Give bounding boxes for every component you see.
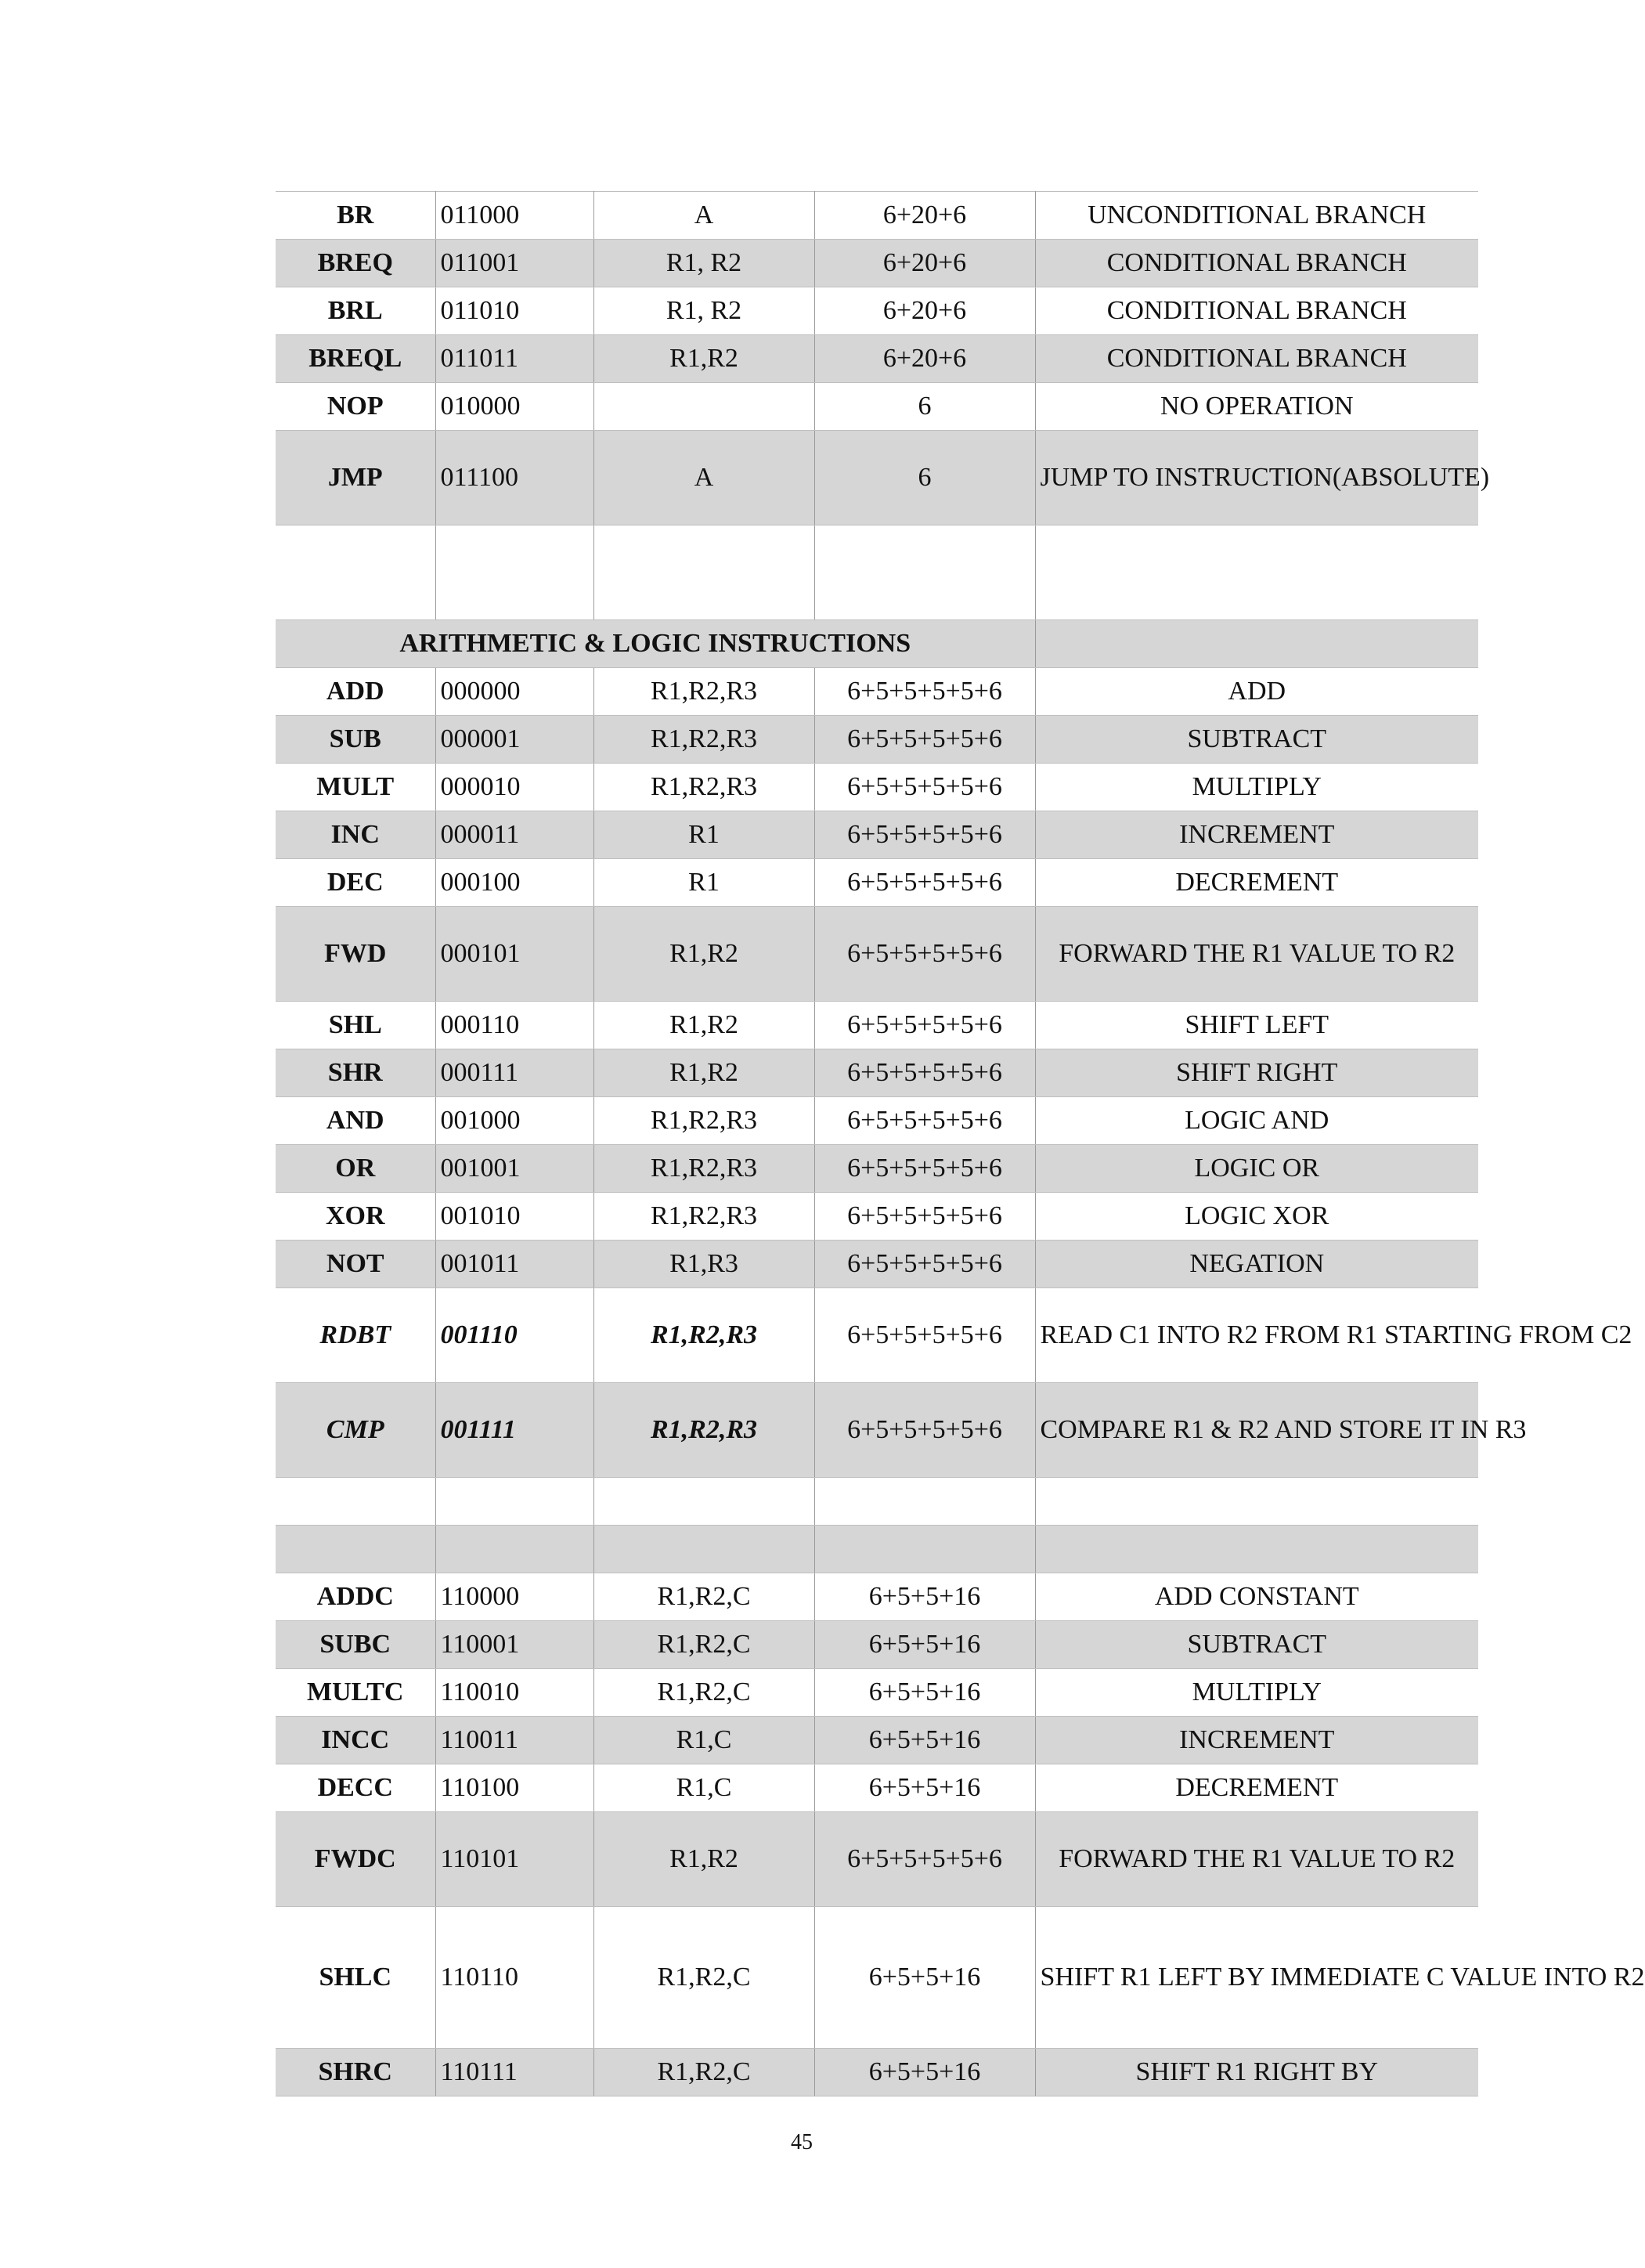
- empty-row: [276, 525, 1478, 620]
- args-cell: R1,R2: [593, 1002, 814, 1049]
- args-cell: R1,C: [593, 1764, 814, 1812]
- format-cell: 6: [814, 383, 1035, 431]
- format-cell: 6+5+5+16: [814, 2049, 1035, 2096]
- format-cell: 6+5+5+16: [814, 1621, 1035, 1669]
- description-cell: NO OPERATION: [1035, 383, 1478, 431]
- table-row: [276, 431, 1478, 525]
- empty-cell: [276, 1526, 435, 1573]
- opcode-cell: 000111: [435, 1049, 593, 1097]
- args-cell: R1: [593, 811, 814, 859]
- table-row: [276, 1288, 1478, 1383]
- mnemonic-cell: SUBC: [276, 1621, 435, 1669]
- args-cell: R1,R2: [593, 907, 814, 1002]
- opcode-cell: 001011: [435, 1241, 593, 1288]
- mnemonic-cell: DEC: [276, 859, 435, 907]
- opcode-cell: 011000: [435, 192, 593, 240]
- format-cell: 6+20+6: [814, 335, 1035, 383]
- format-cell: 6+5+5+5+5+6: [814, 716, 1035, 764]
- empty-cell: [814, 525, 1035, 620]
- empty-cell: [814, 1526, 1035, 1573]
- mnemonic-cell: ADDC: [276, 1573, 435, 1621]
- table-row: [276, 1241, 1478, 1288]
- table-row: [276, 1717, 1478, 1764]
- format-cell: 6+5+5+16: [814, 1573, 1035, 1621]
- table-row: [276, 859, 1478, 907]
- empty-cell: [435, 1478, 593, 1526]
- args-cell: R1,R2: [593, 335, 814, 383]
- opcode-cell: 001110: [435, 1288, 593, 1383]
- table-row: [276, 811, 1478, 859]
- description-cell: READ C1 INTO R2 FROM R1 STARTING FROM C2: [1035, 1288, 1478, 1383]
- table-row: [276, 1812, 1478, 1907]
- opcode-cell: 000001: [435, 716, 593, 764]
- mnemonic-cell: MULT: [276, 764, 435, 811]
- format-cell: 6+5+5+5+5+6: [814, 859, 1035, 907]
- opcode-cell: 110011: [435, 1717, 593, 1764]
- args-cell: R1,R2,R3: [593, 668, 814, 716]
- empty-cell: [1035, 525, 1478, 620]
- table-row: [276, 287, 1478, 335]
- description-cell: SHIFT R1 LEFT BY IMMEDIATE C VALUE INTO R2: [1035, 1907, 1478, 2049]
- opcode-cell: 110000: [435, 1573, 593, 1621]
- mnemonic-cell: BREQ: [276, 240, 435, 287]
- opcode-cell: 110001: [435, 1621, 593, 1669]
- table-row: [276, 716, 1478, 764]
- opcode-cell: 001000: [435, 1097, 593, 1145]
- table-row: [276, 2049, 1478, 2096]
- format-cell: 6+5+5+5+5+6: [814, 1241, 1035, 1288]
- mnemonic-cell: SUB: [276, 716, 435, 764]
- opcode-cell: 000010: [435, 764, 593, 811]
- description-cell: ADD: [1035, 668, 1478, 716]
- format-cell: 6+5+5+5+5+6: [814, 1049, 1035, 1097]
- format-cell: 6+5+5+16: [814, 1907, 1035, 2049]
- mnemonic-cell: OR: [276, 1145, 435, 1193]
- opcode-cell: 000110: [435, 1002, 593, 1049]
- args-cell: A: [593, 431, 814, 525]
- format-cell: 6+5+5+5+5+6: [814, 1193, 1035, 1241]
- args-cell: R1,R2,C: [593, 1621, 814, 1669]
- format-cell: 6+5+5+5+5+6: [814, 668, 1035, 716]
- mnemonic-cell: XOR: [276, 1193, 435, 1241]
- table-row: [276, 1002, 1478, 1049]
- args-cell: R1,R2,C: [593, 1669, 814, 1717]
- description-cell: SHIFT RIGHT: [1035, 1049, 1478, 1097]
- mnemonic-cell: MULTC: [276, 1669, 435, 1717]
- description-cell: INCREMENT: [1035, 811, 1478, 859]
- empty-cell: [814, 1478, 1035, 1526]
- empty-cell: [276, 525, 435, 620]
- empty-cell: [276, 1478, 435, 1526]
- args-cell: R1,R2,C: [593, 1573, 814, 1621]
- opcode-cell: 110110: [435, 1907, 593, 2049]
- description-cell: SUBTRACT: [1035, 1621, 1478, 1669]
- table-row: [276, 1193, 1478, 1241]
- table-row: [276, 1097, 1478, 1145]
- description-cell: JUMP TO INSTRUCTION(ABSOLUTE): [1035, 431, 1478, 525]
- section-header-row: [276, 620, 1478, 668]
- args-cell: R1,R2,C: [593, 1907, 814, 2049]
- args-cell: R1,R2,R3: [593, 1193, 814, 1241]
- opcode-cell: 001010: [435, 1193, 593, 1241]
- format-cell: 6+5+5+5+5+6: [814, 1002, 1035, 1049]
- instruction-set-table: [276, 191, 1645, 2096]
- format-cell: 6+5+5+16: [814, 1717, 1035, 1764]
- table-row: [276, 1383, 1478, 1478]
- opcode-cell: 000100: [435, 859, 593, 907]
- args-cell: R1,C: [593, 1717, 814, 1764]
- description-cell: CONDITIONAL BRANCH: [1035, 240, 1478, 287]
- args-cell: R1,R2,R3: [593, 1097, 814, 1145]
- format-cell: 6+5+5+5+5+6: [814, 907, 1035, 1002]
- table-row: [276, 192, 1478, 240]
- table-row: [276, 1573, 1478, 1621]
- mnemonic-cell: SHRC: [276, 2049, 435, 2096]
- table-row: [276, 335, 1478, 383]
- mnemonic-cell: ADD: [276, 668, 435, 716]
- description-cell: MULTIPLY: [1035, 764, 1478, 811]
- table-row: [276, 1669, 1478, 1717]
- empty-cell: [593, 525, 814, 620]
- opcode-cell: 011001: [435, 240, 593, 287]
- args-cell: [593, 383, 814, 431]
- table-row: [276, 1764, 1478, 1812]
- mnemonic-cell: BRL: [276, 287, 435, 335]
- description-cell: LOGIC AND: [1035, 1097, 1478, 1145]
- opcode-cell: 000101: [435, 907, 593, 1002]
- section-title: ARITHMETIC & LOGIC INSTRUCTIONS: [276, 620, 1035, 668]
- args-cell: R1,R2,R3: [593, 1288, 814, 1383]
- args-cell: R1,R2: [593, 1049, 814, 1097]
- description-cell: FORWARD THE R1 VALUE TO R2: [1035, 907, 1478, 1002]
- description-cell: SHIFT R1 RIGHT BY: [1035, 2049, 1478, 2096]
- format-cell: 6+20+6: [814, 287, 1035, 335]
- format-cell: 6+5+5+5+5+6: [814, 1097, 1035, 1145]
- format-cell: 6+20+6: [814, 192, 1035, 240]
- empty-cell: [593, 1478, 814, 1526]
- mnemonic-cell: JMP: [276, 431, 435, 525]
- table-row: [276, 1621, 1478, 1669]
- opcode-cell: 000000: [435, 668, 593, 716]
- format-cell: 6+5+5+5+5+6: [814, 1383, 1035, 1478]
- table-row: [276, 383, 1478, 431]
- empty-row: [276, 1526, 1478, 1573]
- opcode-cell: 110111: [435, 2049, 593, 2096]
- args-cell: A: [593, 192, 814, 240]
- args-cell: R1,R2,R3: [593, 1145, 814, 1193]
- format-cell: 6+5+5+5+5+6: [814, 764, 1035, 811]
- empty-cell: [593, 1526, 814, 1573]
- args-cell: R1, R2: [593, 287, 814, 335]
- description-cell: DECREMENT: [1035, 859, 1478, 907]
- opcode-cell: 011100: [435, 431, 593, 525]
- description-cell: NEGATION: [1035, 1241, 1478, 1288]
- opcode-cell: 001001: [435, 1145, 593, 1193]
- empty-cell: [1035, 620, 1478, 668]
- empty-cell: [1035, 1526, 1478, 1573]
- args-cell: R1: [593, 859, 814, 907]
- mnemonic-cell: RDBT: [276, 1288, 435, 1383]
- format-cell: 6+5+5+5+5+6: [814, 1288, 1035, 1383]
- mnemonic-cell: BR: [276, 192, 435, 240]
- empty-cell: [435, 525, 593, 620]
- description-cell: CONDITIONAL BRANCH: [1035, 335, 1478, 383]
- opcode-cell: 000011: [435, 811, 593, 859]
- mnemonic-cell: FWDC: [276, 1812, 435, 1907]
- table-row: [276, 668, 1478, 716]
- description-cell: UNCONDITIONAL BRANCH: [1035, 192, 1478, 240]
- args-cell: R1,R2,C: [593, 2049, 814, 2096]
- table-row: [276, 764, 1478, 811]
- description-cell: MULTIPLY: [1035, 1669, 1478, 1717]
- mnemonic-cell: SHR: [276, 1049, 435, 1097]
- description-cell: LOGIC XOR: [1035, 1193, 1478, 1241]
- description-cell: INCREMENT: [1035, 1717, 1478, 1764]
- mnemonic-cell: AND: [276, 1097, 435, 1145]
- description-cell: SUBTRACT: [1035, 716, 1478, 764]
- description-cell: LOGIC OR: [1035, 1145, 1478, 1193]
- page-number: 45: [791, 2130, 813, 2154]
- format-cell: 6: [814, 431, 1035, 525]
- args-cell: R1,R3: [593, 1241, 814, 1288]
- table-row: [276, 240, 1478, 287]
- mnemonic-cell: DECC: [276, 1764, 435, 1812]
- opcode-cell: 110100: [435, 1764, 593, 1812]
- table-row: [276, 1907, 1478, 2049]
- description-cell: FORWARD THE R1 VALUE TO R2: [1035, 1812, 1478, 1907]
- table-row: [276, 1049, 1478, 1097]
- description-cell: CONDITIONAL BRANCH: [1035, 287, 1478, 335]
- args-cell: R1, R2: [593, 240, 814, 287]
- empty-cell: [435, 1526, 593, 1573]
- format-cell: 6+5+5+16: [814, 1669, 1035, 1717]
- mnemonic-cell: INCC: [276, 1717, 435, 1764]
- format-cell: 6+5+5+5+5+6: [814, 811, 1035, 859]
- mnemonic-cell: BREQL: [276, 335, 435, 383]
- format-cell: 6+5+5+16: [814, 1764, 1035, 1812]
- mnemonic-cell: NOP: [276, 383, 435, 431]
- opcode-cell: 011010: [435, 287, 593, 335]
- args-cell: R1,R2,R3: [593, 764, 814, 811]
- mnemonic-cell: NOT: [276, 1241, 435, 1288]
- opcode-cell: 001111: [435, 1383, 593, 1478]
- description-cell: DECREMENT: [1035, 1764, 1478, 1812]
- opcode-cell: 110101: [435, 1812, 593, 1907]
- format-cell: 6+5+5+5+5+6: [814, 1145, 1035, 1193]
- opcode-cell: 010000: [435, 383, 593, 431]
- mnemonic-cell: INC: [276, 811, 435, 859]
- args-cell: R1,R2,R3: [593, 1383, 814, 1478]
- empty-row: [276, 1478, 1478, 1526]
- description-cell: COMPARE R1 & R2 AND STORE IT IN R3: [1035, 1383, 1478, 1478]
- mnemonic-cell: CMP: [276, 1383, 435, 1478]
- opcode-cell: 011011: [435, 335, 593, 383]
- opcode-cell: 110010: [435, 1669, 593, 1717]
- format-cell: 6+5+5+5+5+6: [814, 1812, 1035, 1907]
- table-row: [276, 907, 1478, 1002]
- mnemonic-cell: FWD: [276, 907, 435, 1002]
- args-cell: R1,R2,R3: [593, 716, 814, 764]
- description-cell: ADD CONSTANT: [1035, 1573, 1478, 1621]
- empty-cell: [1035, 1478, 1478, 1526]
- table-row: [276, 1145, 1478, 1193]
- mnemonic-cell: SHL: [276, 1002, 435, 1049]
- format-cell: 6+20+6: [814, 240, 1035, 287]
- mnemonic-cell: SHLC: [276, 1907, 435, 2049]
- args-cell: R1,R2: [593, 1812, 814, 1907]
- description-cell: SHIFT LEFT: [1035, 1002, 1478, 1049]
